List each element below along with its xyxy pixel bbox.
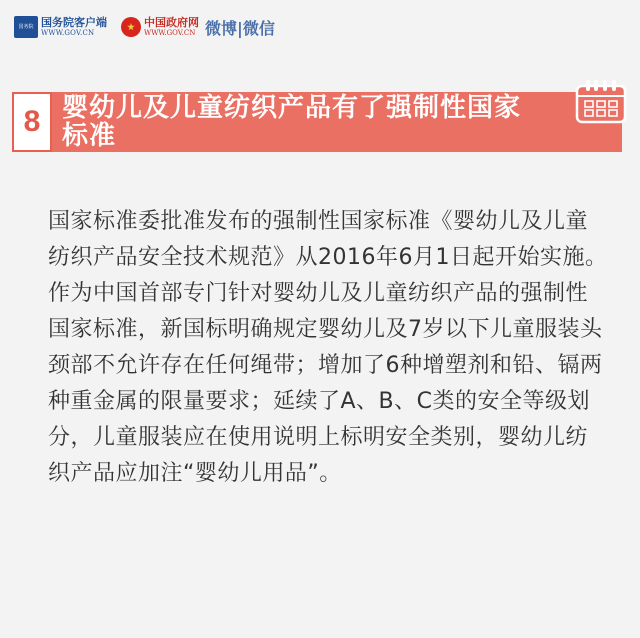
calendar-icon: [574, 78, 628, 124]
state-council-emblem-icon: [14, 16, 38, 38]
article-body: 国家标准委批准发布的强制性国家标准《婴幼儿及儿童纺织产品安全技术规范》从2016年6月1日起开始实施。作为中国首部专门针对婴幼儿及儿童纺织产品的强制性国家标准，新国标明确规定婴幼儿及7岁以下儿童服装头颈部不允许存在任何绳带；增加了6种增塑剂和铅、镉两种重金属的限量要求；延续了A、B、C类的安全等级划分，儿童服装应在使用说明上标明安全类别，婴幼儿纺织产品应加注“婴幼儿用品”。: [48, 209, 608, 486]
gov-cn-logo[interactable]: [121, 16, 275, 39]
emblem-text: 国务院: [18, 23, 34, 30]
state-council-url: WWW.GOV.CN: [41, 29, 95, 37]
state-council-title: 国务院客户端: [41, 16, 107, 29]
section-banner: [12, 92, 622, 152]
state-council-logo[interactable]: [14, 16, 107, 38]
section-number: 8: [12, 92, 52, 152]
header-logos: [14, 12, 275, 42]
section-title: 婴幼儿及儿童纺织产品有了强制性国家标准: [62, 93, 522, 151]
social-label: 微博|微信: [205, 18, 275, 38]
gov-cn-title: 中国政府网: [144, 16, 199, 29]
national-emblem-icon: [121, 17, 141, 37]
gov-cn-url: WWW.GOV.CN: [144, 29, 196, 37]
